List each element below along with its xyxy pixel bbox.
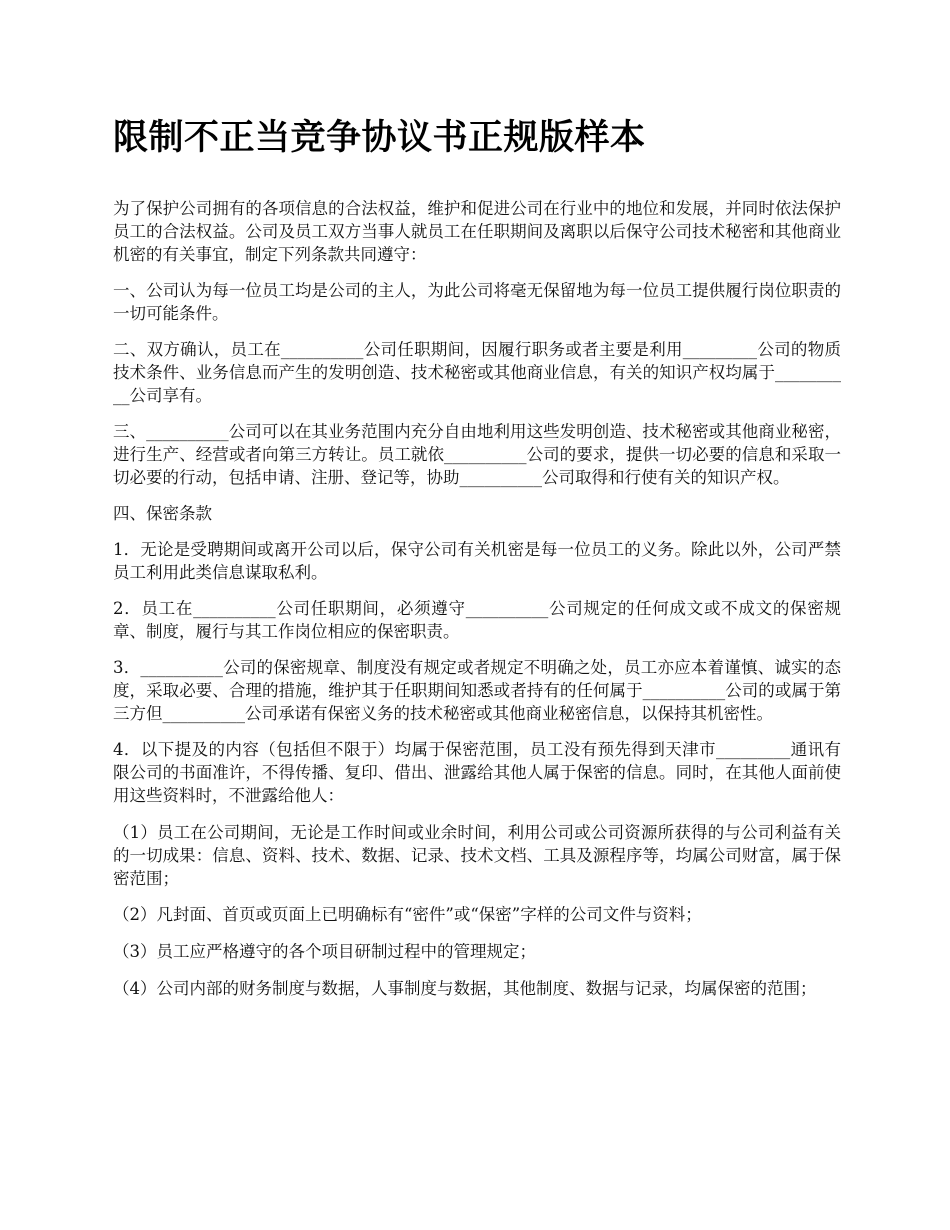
scope-item-1: （1）员工在公司期间，无论是工作时间或业余时间，利用公司或公司资源所获得的与公司利益有关的一切成果：信息、资料、技术、数据、记录、技术文档、工具及源程序等，均属公司财富，属于保密范围； xyxy=(113,823,841,888)
scope-item-3: （3）员工应严格遵守的各个项目研制过程中的管理规定； xyxy=(113,942,536,961)
confidentiality-item-3: 3．__________公司的保密规章、制度没有规定或者规定不明确之处，员工亦应本着谨慎、诚实的态度，采取必要、合理的措施，维护其于任职期间知悉或者持有的任何属于__________公司的或属于第三方但__________公司承诺有保密义务的技术秘密或其他商业秘密信息，以保持其机密性。 xyxy=(113,658,841,723)
intro-paragraph: 为了保护公司拥有的各项信息的合法权益，维护和促进公司在行业中的地位和发展，并同时依法保护员工的合法权益。公司及员工双方当事人就员工在任职期间及离职以后保守公司技术秘密和其他商业机密的有关事宜，制定下列条款共同遵守： xyxy=(113,199,841,264)
confidentiality-item-1: 1．无论是受聘期间或离开公司以后，保守公司有关机密是每一位员工的义务。除此以外，公司严禁员工利用此类信息谋取私利。 xyxy=(113,540,841,582)
confidentiality-item-2: 2．员工在__________公司任职期间，必须遵守__________公司规定的任何成文或不成文的保密规章、制度，履行与其工作岗位相应的保密职责。 xyxy=(113,599,841,641)
scope-item-2: （2）凡封面、首页或页面上已明确标有“密件”或“保密”字样的公司文件与资料； xyxy=(113,905,702,924)
clause-2-paragraph: 二、双方确认，员工在__________公司任职期间，因履行职务或者主要是利用_________公司的物质技术条件、业务信息而产生的发明创造、技术秘密或其他商业信息，有关的知识产权均属于__________公司享有。 xyxy=(113,340,841,405)
section-heading-confidentiality: 四、保密条款 xyxy=(113,504,212,523)
clause-1-paragraph: 一、公司认为每一位员工均是公司的主人，为此公司将毫无保留地为每一位员工提供履行岗位职责的一切可能条件。 xyxy=(113,281,841,323)
scope-item-4: （4）公司内部的财务制度与数据，人事制度与数据，其他制度、数据与记录，均属保密的范围； xyxy=(113,979,817,998)
document-title: 限制不正当竞争协议书正规版样本 xyxy=(113,117,646,158)
confidentiality-item-4: 4．以下提及的内容（包括但不限于）均属于保密范围，员工没有预先得到天津市_________通讯有限公司的书面准许，不得传播、复印、借出、泄露给其他人属于保密的信息。同时，在其他人面前使用这些资料时，不泄露给他人： xyxy=(113,740,841,805)
document-page xyxy=(113,112,841,1013)
clause-3-paragraph: 三、__________公司可以在其业务范围内充分自由地利用这些发明创造、技术秘密或其他商业秘密，进行生产、经营或者向第三方转让。员工就依__________公司的要求，提供一切必要的信息和采取一切必要的行动，包括申请、注册、登记等，协助__________公司取得和行使有关的知识产权。 xyxy=(113,422,841,487)
